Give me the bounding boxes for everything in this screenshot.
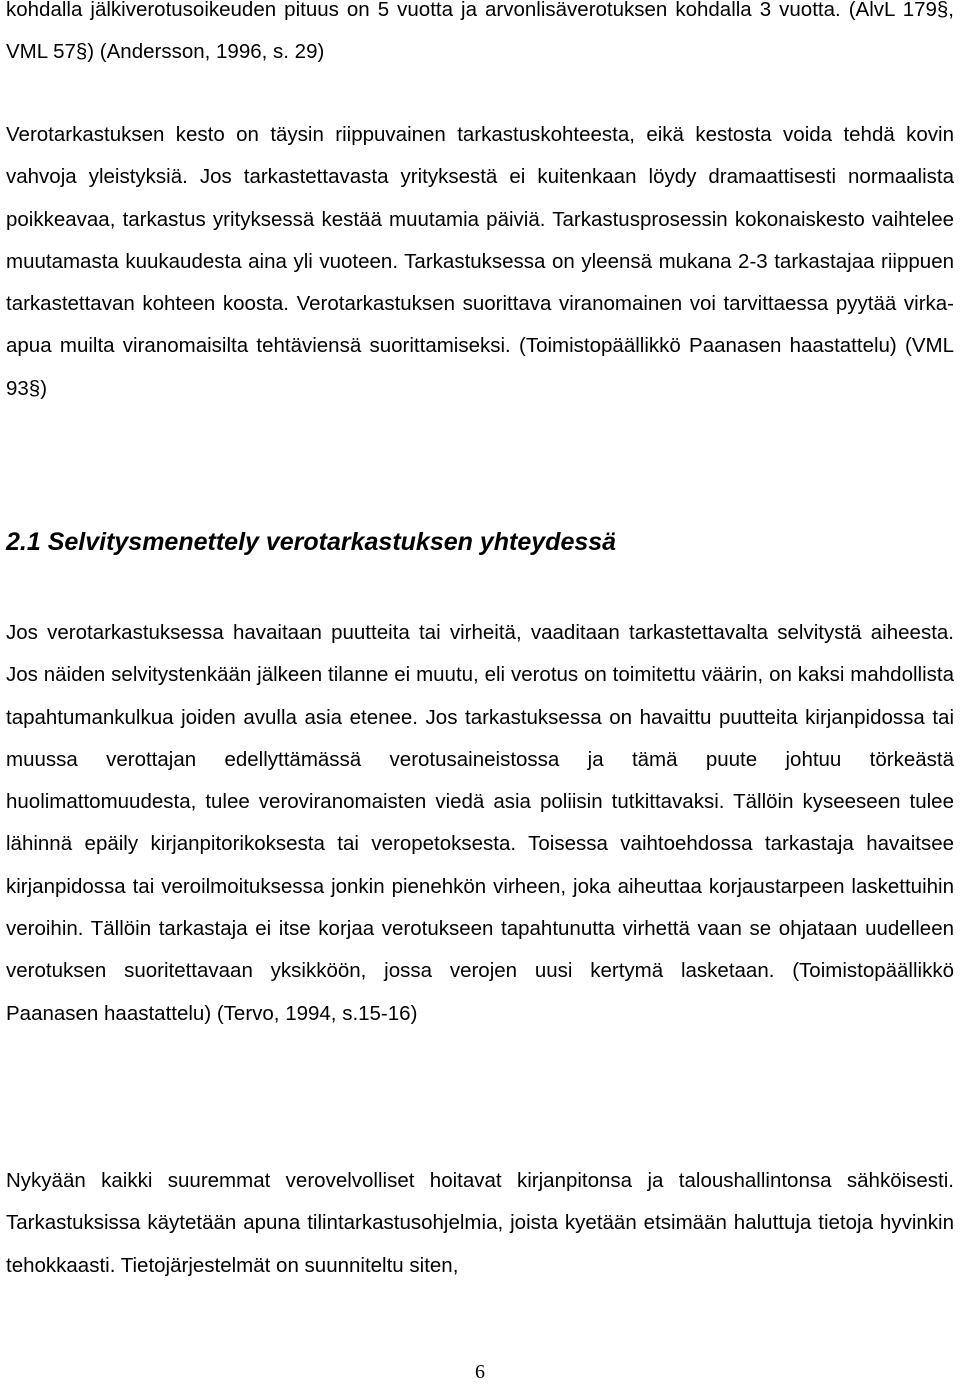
section-heading: 2.1 Selvitysmenettely verotarkastuksen yhteydessä — [6, 528, 617, 556]
paragraph-audit-period: kohdalla jälkiverotusoikeuden pituus on 5 vuotta ja arvonlisäverotuksen kohdalla 3 vuotta. (AlvL 179§, VML 57§) (Andersson, 1996, s. 29) — [6, 0, 954, 64]
page-number: 6 — [475, 1361, 485, 1383]
paragraph-clarification-procedure: Jos verotarkastuksessa havaitaan puutteita tai virheitä, vaaditaan tarkastettavalta selvitystä aiheesta. Jos näiden selvitystenkään jälkeen tilanne ei muutu, eli verotus on toimitettu väärin, on kaksi mahdollista tapahtumankulkua joiden avulla asia etenee. Jos tarkastuksessa on havaittu puutteita kirjanpidossa tai muussa verottajan edellyttämässä verotusaineistossa ja tämä puute johtuu törkeästä huolimattomuudesta, tulee veroviranomaisten viedä asia poliisin tutkittavaksi. Tällöin kyseeseen tulee lähinnä epäily kirjanpitorikoksesta tai veropetoksesta. Toisessa vaihtoehdossa tarkastaja havaitsee kirjanpidossa tai veroilmoituksessa jonkin pienehkön virheen, joka aiheuttaa korjaustarpeen laskettuihin veroihin. Tällöin tarkastaja ei itse korjaa verotukseen tapahtunutta virhettä vaan se ohjataan uudelleen verotuksen suoritettavaan yksikköön, jossa verojen uusi kertymä lasketaan. (Toimistopäällikkö Paanasen haastattelu) (Tervo, 1994, s.15-16) — [6, 621, 954, 1025]
paragraph-audit-duration: Verotarkastuksen kesto on täysin riippuvainen tarkastuskohteesta, eikä kestosta voida tehdä kovin vahvoja yleistyksiä. Jos tarkastettavasta yrityksestä ei kuitenkaan löydy dramaattisesti normaalista poikkeavaa, tarkastus yrityksessä kestää muutamia päiviä. Tarkastusprosessin kokonaiskesto vaihtelee muutamasta kuukaudesta aina yli vuoteen. Tarkastuksessa on yleensä mukana 2-3 tarkastajaa riippuen tarkastettavan kohteen koosta. Verotarkastuksen suorittava viranomainen voi tarvittaessa pyytää virka-apua muilta viranomaisilta tehtäviensä suorittamiseksi. (Toimistopäällikkö Paanasen haastattelu) (VML 93§) — [6, 123, 954, 400]
paragraph-electronic-accounting: Nykyään kaikki suuremmat verovelvolliset hoitavat kirjanpitonsa ja taloushallintonsa sähköisesti. Tarkastuksissa käytetään apuna tilintarkastusohjelmia, joista kyetään etsimään haluttuja tietoja hyvinkin tehokkaasti. Tietojärjestelmät on suunniteltu siten, — [6, 1169, 954, 1277]
